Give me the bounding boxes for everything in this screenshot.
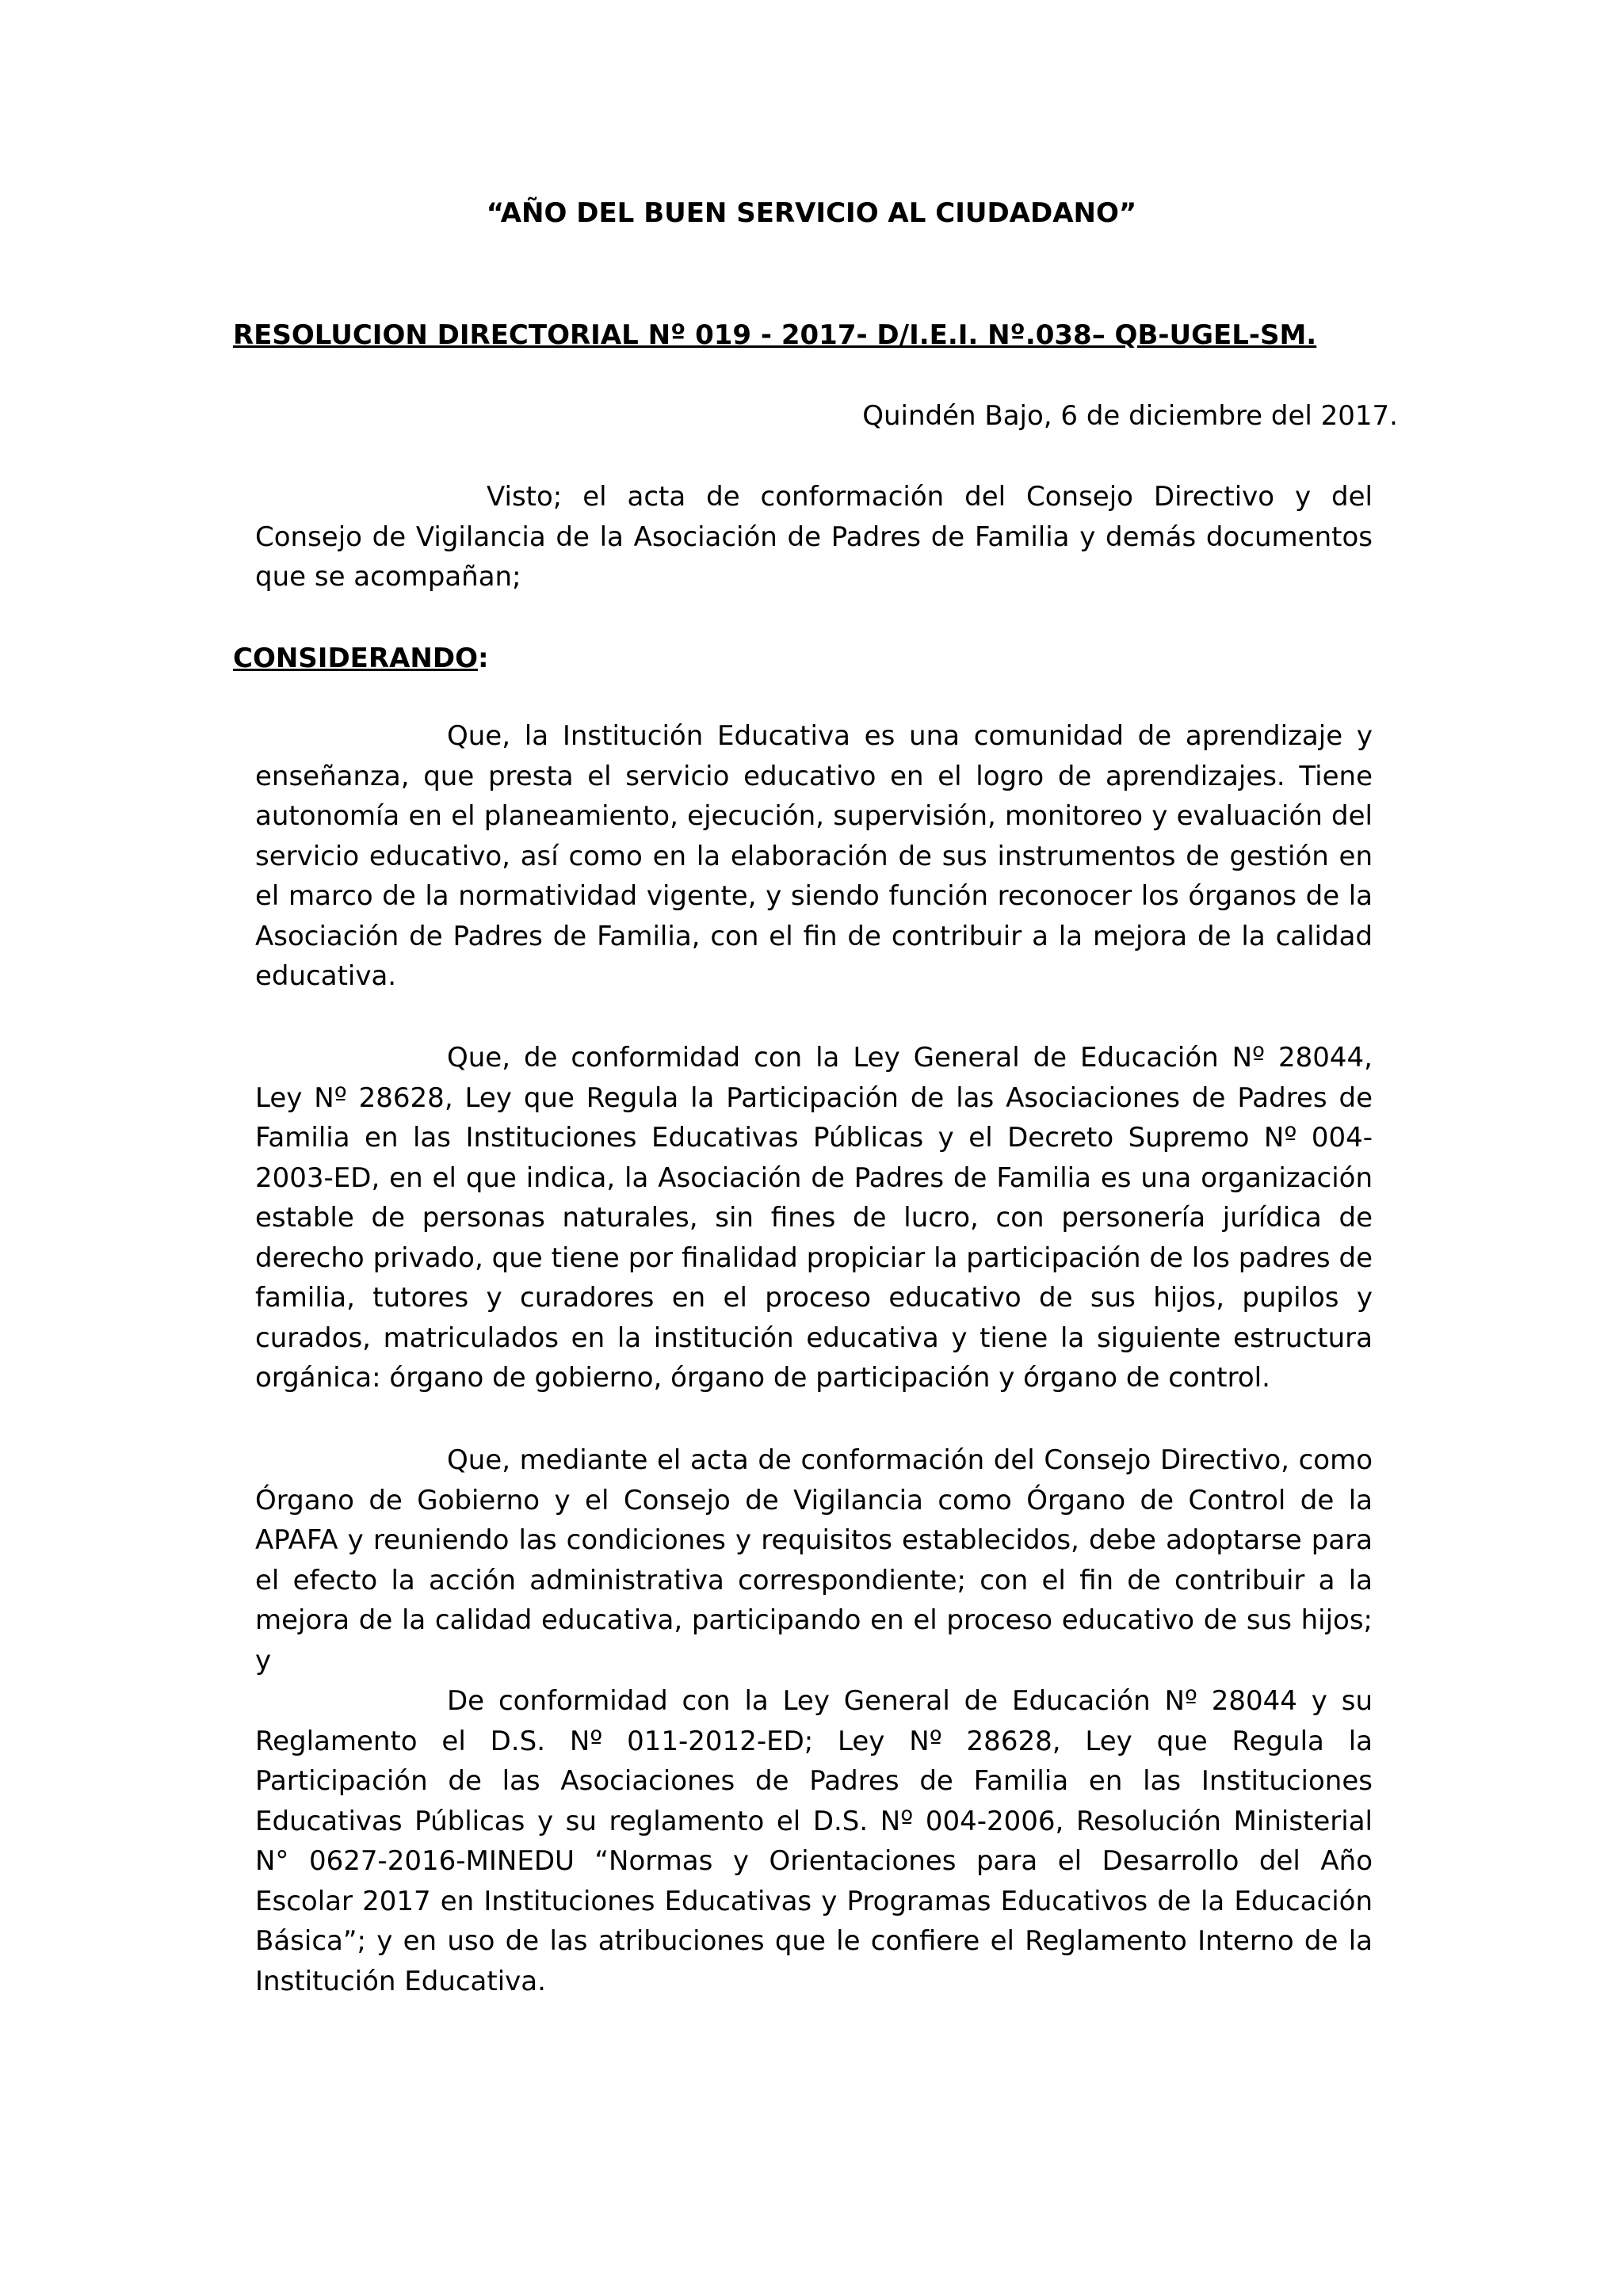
considerando-paragraph-3: Que, mediante el acta de conformación del Consejo Directivo, como Órgano de Gobierno y el Consejo de Vigilancia como Órgano de Control de la APAFA y reuniendo las condiciones y requisitos establecidos, debe adoptarse para el efecto la acción administrativa correspondiente; con el fin de contribuir a la mejora de la calidad educativa, participando en el proceso educativo de sus hijos; y — [255, 1444, 1373, 1676]
resolution-title: RESOLUCION DIRECTORIAL Nº 019 - 2017- D/I.E.I. Nº.038– QB-UGEL-SM. — [233, 319, 1317, 351]
document-motto: “AÑO DEL BUEN SERVICIO AL CIUDADANO” — [486, 197, 1137, 229]
considerando-heading — [233, 639, 489, 678]
visto-paragraph: Visto; el acta de conformación del Consejo Directivo y del Consejo de Vigilancia de la Asociación de Padres de Familia y demás documentos que se acompañan; — [255, 481, 1373, 593]
considerando-paragraph-4: De conformidad con la Ley General de Educación Nº 28044 y su Reglamento el D.S. Nº 011-2012-ED; Ley Nº 28628, Ley que Regula la Participación de las Asociaciones de Padres de Familia en las Instituciones Educativas Públicas y su reglamento el D.S. Nº 004-2006, Resolución Ministerial N° 0627-2016-MINEDU “Normas y Orientaciones para el Desarrollo del Año Escolar 2017 en Instituciones Educativas y Programas Educativos de la Educación Básica”; y en uso de las atribuciones que le confiere el Reglamento Interno de la Institución Educativa. — [255, 1685, 1373, 1997]
considerando-paragraph-1: Que, la Institución Educativa es una comunidad de aprendizaje y enseñanza, que presta el servicio educativo en el logro de aprendizajes. Tiene autonomía en el planeamiento, ejecución, supervisión, monitoreo y evaluación del servicio educativo, así como en la elaboración de sus instrumentos de gestión en el marco de la normatividad vigente, y siendo función reconocer los órganos de la Asociación de Padres de Familia, con el fin de contribuir a la mejora de la calidad educativa. — [255, 720, 1373, 992]
considerando-colon: : — [477, 643, 489, 674]
considerando-paragraph-2: Que, de conformidad con la Ley General de Educación Nº 28044, Ley Nº 28628, Ley que Regula la Participación de las Asociaciones de Padres de Familia en las Instituciones Educativas Públicas y el Decreto Supremo Nº 004-2003-ED, en el que indica, la Asociación de Padres de Familia es una organización estable de personas naturales, sin fines de lucro, con personería jurídica de derecho privado, que tiene por finalidad propiciar la participación de los padres de familia, tutores y curadores en el proceso educativo de sus hijos, pupilos y curados, matriculados en la institución educativa y tiene la siguiente estructura orgánica: órgano de gobierno, órgano de participación y órgano de control. — [255, 1042, 1373, 1394]
place-date: Quindén Bajo, 6 de diciembre del 2017. — [862, 400, 1398, 432]
considerando-label: CONSIDERANDO — [233, 643, 478, 674]
